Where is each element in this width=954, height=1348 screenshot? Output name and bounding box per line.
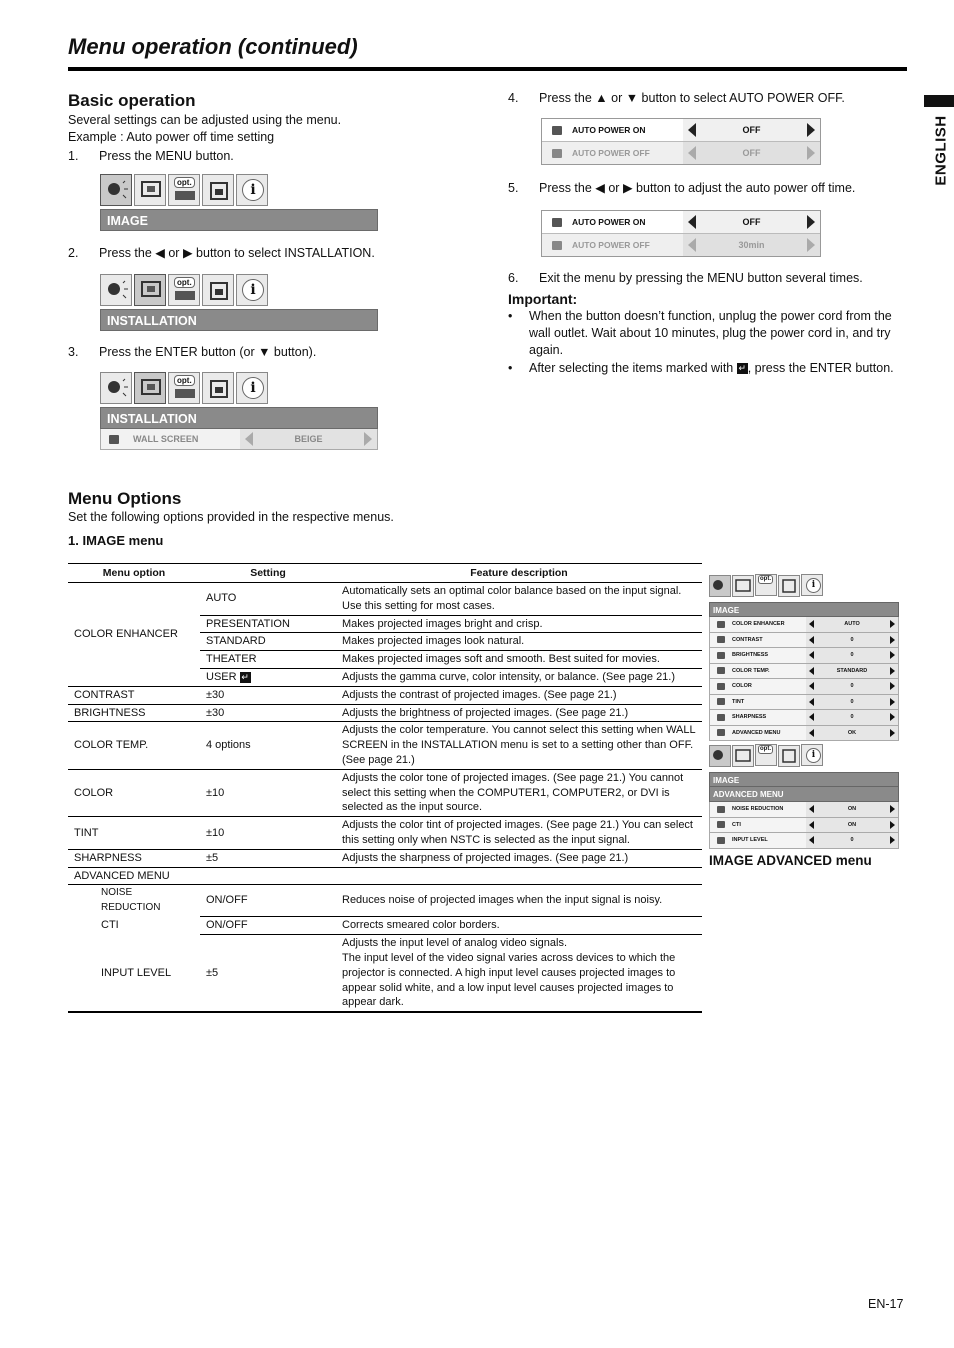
menu-icon-row (709, 744, 899, 771)
left-arrow-icon (809, 713, 814, 721)
basic-intro-1: Several settings can be adjusted using the menu. (68, 113, 342, 127)
menu-row-icon (710, 633, 732, 648)
step-6 (508, 270, 863, 287)
menu-row-value-text: 0 (850, 652, 854, 659)
setting-cell: THEATER (200, 651, 336, 669)
installation-menu-icon (778, 745, 800, 767)
auto-power-on-value (683, 211, 820, 233)
menu-icon-row (709, 574, 899, 601)
auto-power-on-icon (542, 211, 572, 233)
setting-cell: ±5 (200, 849, 336, 867)
description-cell: Makes projected images look natural. (336, 633, 702, 651)
important-item-1 (508, 308, 906, 359)
opt-label: opt. (174, 277, 195, 288)
menu-row (709, 710, 899, 726)
description-line: Adjusts the input level of analog video signals. (342, 937, 568, 950)
advanced-menu-rows (709, 802, 899, 849)
step-number: 6. (508, 271, 519, 285)
step-number: 5. (508, 181, 519, 195)
info-menu-icon (801, 744, 823, 766)
image-menu-icon (100, 174, 132, 206)
wall-screen-row (100, 429, 378, 450)
left-arrow-icon (245, 432, 253, 446)
value-text: OFF (742, 125, 761, 135)
menu-row (709, 617, 899, 633)
left-arrow-icon (688, 215, 696, 229)
menu-row-value (806, 833, 898, 848)
right-arrow-icon (364, 432, 372, 446)
setting-cell: AUTO (200, 583, 336, 616)
right-arrow-icon (890, 698, 895, 706)
auto-power-off-icon (542, 234, 572, 256)
important-text-tail: , press the ENTER button. (747, 361, 894, 375)
menu-bar-image: IMAGE (709, 602, 899, 617)
left-arrow-icon (809, 821, 814, 829)
important-text: After selecting the items marked with (529, 361, 734, 375)
menu-row-value (806, 726, 898, 741)
menu-bar-image: IMAGE (100, 209, 378, 231)
menu-row-value (806, 679, 898, 694)
important-text: When the button doesn’t function, unplug the power cord from the wall outlet. Wait about 10 minutes, plug the power cord in, and try again. (529, 309, 892, 357)
menu-screen-installation (100, 274, 378, 331)
menu-option-cell: COLOR (68, 769, 200, 816)
left-arrow-icon (809, 805, 814, 813)
auto-power-off-value (683, 142, 820, 164)
option-menu-icon (168, 174, 200, 206)
menu-row-value-text: AUTO (844, 621, 860, 628)
image-menu-icon (100, 372, 132, 404)
menu-row-label: INPUT LEVEL (732, 837, 768, 844)
auto-power-on-icon (542, 119, 572, 141)
image-advanced-caption: IMAGE ADVANCED menu (709, 852, 872, 868)
column-header: Feature description (336, 564, 702, 583)
auto-power-off-label: AUTO POWER OFF (572, 147, 650, 158)
setting-cell: ±30 (200, 686, 336, 704)
menu-row-label: CTI (732, 821, 741, 828)
step-number: 2. (68, 246, 79, 260)
menu-row (709, 664, 899, 680)
description-cell: Adjusts the sharpness of projected images. (See page 21.) (336, 849, 702, 867)
step-1 (68, 148, 468, 165)
menu-row-label: BRIGHTNESS (732, 652, 769, 659)
step-2 (68, 245, 375, 262)
menu-row (709, 633, 899, 649)
step-number: 3. (68, 345, 79, 359)
title-rule (68, 67, 907, 71)
menu-row (709, 679, 899, 695)
description-cell: Reduces noise of projected images when the input signal is noisy. (336, 885, 702, 917)
right-arrow-icon (890, 805, 895, 813)
image-menu-rows (709, 617, 899, 741)
menu-row-icon (710, 648, 732, 663)
menu-row-icon (710, 710, 732, 725)
left-arrow-icon (809, 698, 814, 706)
right-arrow-icon (890, 667, 895, 675)
menu-row-value (806, 710, 898, 725)
menu-option-cell: SHARPNESS (68, 849, 200, 867)
sub-option-cell: NOISE REDUCTION (101, 887, 161, 914)
menu-row-label: TINT (732, 698, 745, 705)
left-arrow-icon (688, 123, 696, 137)
wall-screen-value-text: BEIGE (294, 434, 323, 444)
step-number: 1. (68, 149, 79, 163)
step-text: Exit the menu by pressing the MENU button several times. (539, 271, 863, 285)
description-line: The input level of the video signal varies across devices to which the projector is connected. A high input level causes projected images to appear solid white, and a low input level causes projected images to appear dark. (342, 952, 676, 1009)
table-row (68, 885, 702, 917)
step-text: Press the ▲ or ▼ button to select AUTO POWER OFF. (539, 91, 845, 105)
step-3 (68, 344, 316, 361)
setting-cell: ON/OFF (200, 917, 336, 935)
right-arrow-icon (890, 713, 895, 721)
value-text: OFF (742, 148, 761, 158)
image-menu-screen (709, 574, 899, 741)
opt-label: opt. (760, 746, 771, 752)
menu-row-value-text: ON (847, 806, 857, 813)
signal-menu-icon (134, 174, 166, 206)
opt-label: opt. (174, 375, 195, 386)
description-cell: Adjusts the color tone of projected images. (See page 21.) You cannot select this setting when the COMPUTER1, COMPUTER2, or DVI is selected as the input source. (336, 769, 702, 816)
right-arrow-icon (890, 682, 895, 690)
info-glyph: i (242, 377, 264, 399)
image-menu-icon (709, 575, 731, 597)
auto-power-menu-2 (541, 210, 821, 257)
menu-row-value (806, 617, 898, 632)
description-cell: Adjusts the color temperature. You cannot select this setting when WALL SCREEN in the INSTALLATION menu is set to a setting other than OFF. (See page 21.) (336, 722, 702, 769)
menu-option-cell: CONTRAST (68, 686, 200, 704)
table-row (68, 917, 702, 935)
description-cell: Adjusts the color tint of projected images. (See page 21.) You can select this setting only when NSTC is selected as the input signal. (336, 817, 702, 850)
value-text: 30min (738, 240, 765, 250)
table-row (68, 769, 702, 816)
step-text: Press the ENTER button (or ▼ button). (99, 345, 317, 359)
language-tab-bar (924, 95, 954, 107)
wall-screen-label (101, 429, 240, 449)
right-arrow-icon (890, 821, 895, 829)
auto-power-off-icon (542, 142, 572, 164)
menu-row-label: CONTRAST (732, 636, 763, 643)
auto-power-on-label: AUTO POWER ON (572, 216, 646, 227)
table-row (68, 704, 702, 722)
menu-row-icon (710, 833, 732, 848)
info-menu-icon (801, 574, 823, 596)
right-arrow-icon (807, 146, 815, 160)
table-row (68, 583, 702, 616)
image-menu-table (68, 563, 702, 1013)
menu-options-heading: Menu Options (68, 489, 182, 508)
menu-row (709, 648, 899, 664)
right-arrow-icon (890, 729, 895, 737)
page-number: EN-17 (868, 1297, 904, 1311)
important-item-2 (508, 360, 906, 377)
signal-menu-icon (134, 372, 166, 404)
auto-power-off-row (542, 142, 820, 164)
table-row (68, 935, 702, 1012)
auto-power-off-value (683, 234, 820, 256)
info-glyph: i (242, 179, 264, 201)
setting-cell: ON/OFF (200, 885, 336, 917)
menu-row-icon (710, 726, 732, 741)
option-menu-icon (755, 574, 777, 596)
menu-icon-row (100, 274, 378, 306)
bullet: • (508, 361, 513, 375)
info-glyph: i (242, 279, 264, 301)
setting-cell: ±30 (200, 704, 336, 722)
left-arrow-icon (809, 636, 814, 644)
menu-row-icon (710, 679, 732, 694)
menu-row-label: COLOR ENHANCER (732, 621, 785, 628)
language-label: ENGLISH (932, 115, 950, 186)
auto-power-menu-1 (541, 118, 821, 165)
menu-row-icon (710, 617, 732, 632)
menu-row-value-text: ON (847, 821, 857, 828)
option-menu-icon (168, 274, 200, 306)
menu-option-cell: TINT (68, 817, 200, 850)
installation-menu-icon (778, 575, 800, 597)
setting-cell: STANDARD (200, 633, 336, 651)
installation-menu-icon (202, 274, 234, 306)
menu-bar-advanced: ADVANCED MENU (709, 787, 899, 802)
basic-intro-2: Example : Auto power off time setting (68, 130, 275, 144)
step-text: Press the ◀ or ▶ button to select INSTALLATION. (99, 246, 375, 260)
menu-row-value-text: OK (847, 729, 857, 736)
table-row (68, 817, 702, 850)
menu-row-value (806, 695, 898, 710)
important-heading: Important: (508, 291, 578, 307)
menu-row (709, 726, 899, 742)
menu-options-section (68, 489, 668, 548)
menu-row-value (806, 648, 898, 663)
basic-operation-heading: Basic operation (68, 91, 196, 110)
info-menu-icon (236, 274, 268, 306)
left-arrow-icon (688, 238, 696, 252)
menu-row-value-text: 0 (850, 636, 854, 643)
installation-menu-icon (202, 174, 234, 206)
table-header (68, 564, 702, 583)
menu-option-cell: BRIGHTNESS (68, 704, 200, 722)
left-arrow-icon (809, 836, 814, 844)
setting-cell: ±10 (200, 769, 336, 816)
menu-row-value-text: 0 (850, 683, 854, 690)
menu-row-value-text: 0 (850, 714, 854, 721)
wall-screen-text: WALL SCREEN (133, 434, 199, 444)
menu-row (709, 833, 899, 849)
left-arrow-icon (809, 729, 814, 737)
signal-menu-icon (732, 575, 754, 597)
auto-power-on-value (683, 119, 820, 141)
right-arrow-icon (807, 238, 815, 252)
installation-menu-icon (202, 372, 234, 404)
menu-row-icon (710, 664, 732, 679)
setting-cell: ±5 (200, 935, 336, 1012)
right-arrow-icon (890, 836, 895, 844)
step-number: 4. (508, 91, 519, 105)
left-arrow-icon (688, 146, 696, 160)
option-menu-icon (168, 372, 200, 404)
menu-icon-row (100, 372, 378, 404)
left-arrow-icon (809, 620, 814, 628)
right-arrow-icon (890, 636, 895, 644)
menu-bar-installation: INSTALLATION (100, 407, 378, 429)
important-section (508, 291, 906, 377)
right-arrow-icon (890, 651, 895, 659)
menu-row (709, 695, 899, 711)
image-menu-icon (100, 274, 132, 306)
menu-screen-image (100, 174, 378, 231)
signal-menu-icon (134, 274, 166, 306)
setting-cell: 4 options (200, 722, 336, 769)
enter-icon: ↵ (241, 671, 249, 682)
info-menu-icon (236, 174, 268, 206)
step-4 (508, 90, 845, 107)
menu-screen-installation-open (100, 372, 378, 450)
description-cell: Makes projected images bright and crisp. (336, 615, 702, 633)
language-tab (914, 115, 950, 186)
description-cell: Automatically sets an optimal color balance based on the input signal. Use this setting for most cases. (336, 583, 702, 616)
left-arrow-icon (809, 651, 814, 659)
menu-row-value (806, 664, 898, 679)
auto-power-on-label: AUTO POWER ON (572, 124, 646, 135)
value-text: OFF (742, 217, 761, 227)
menu-row-icon (710, 818, 732, 833)
enter-icon: ↵ (738, 363, 746, 374)
menu-row (709, 802, 899, 818)
menu-row-value-text: 0 (850, 837, 854, 844)
setting-text: USER (206, 670, 237, 683)
setting-cell (200, 668, 336, 686)
table-row (68, 867, 702, 885)
menu-option-cell: ADVANCED MENU (68, 867, 702, 885)
right-arrow-icon (807, 215, 815, 229)
step-text: Press the MENU button. (99, 149, 234, 163)
menu-bar-installation: INSTALLATION (100, 309, 378, 331)
menu-row-value (806, 818, 898, 833)
wall-screen-value (240, 429, 377, 449)
info-glyph: i (806, 578, 821, 593)
menu-row-value (806, 633, 898, 648)
menu-row-label: SHARPNESS (732, 714, 767, 721)
description-cell: Adjusts the contrast of projected images. (See page 21.) (336, 686, 702, 704)
column-header: Menu option (68, 564, 200, 583)
image-menu-subheading: 1. IMAGE menu (68, 533, 164, 548)
table-row (68, 686, 702, 704)
sub-option-cell: INPUT LEVEL (68, 935, 200, 1012)
auto-power-on-row (542, 119, 820, 142)
auto-power-on-row (542, 211, 820, 234)
menu-row-value-text: 0 (850, 698, 854, 705)
bullet: • (508, 309, 513, 323)
page-title: Menu operation (continued) (68, 34, 358, 59)
right-arrow-icon (807, 123, 815, 137)
signal-menu-icon (732, 745, 754, 767)
opt-label: opt. (174, 177, 195, 188)
info-menu-icon (236, 372, 268, 404)
right-arrow-icon (890, 620, 895, 628)
menu-options-intro: Set the following options provided in the respective menus. (68, 510, 394, 524)
menu-icon-row (100, 174, 378, 206)
menu-row-value-text: STANDARD (836, 667, 868, 674)
image-advanced-menu-screen (709, 744, 899, 868)
menu-row-label: COLOR TEMP. (732, 667, 770, 674)
step-text: Press the ◀ or ▶ button to adjust the auto power off time. (539, 181, 856, 195)
basic-operation-section (68, 91, 468, 165)
menu-row-icon (710, 695, 732, 710)
setting-cell: PRESENTATION (200, 615, 336, 633)
menu-option-cell: COLOR TEMP. (68, 722, 200, 769)
table-row (68, 849, 702, 867)
menu-bar-image: IMAGE (709, 772, 899, 787)
description-cell: Adjusts the brightness of projected images. (See page 21.) (336, 704, 702, 722)
setting-cell: ±10 (200, 817, 336, 850)
description-cell: Corrects smeared color borders. (336, 917, 702, 935)
sub-option-cell: CTI (101, 919, 119, 932)
menu-row-value (806, 802, 898, 817)
auto-power-off-label: AUTO POWER OFF (572, 239, 650, 250)
table-row (68, 722, 702, 769)
menu-row (709, 818, 899, 834)
image-menu-icon (709, 745, 731, 767)
description-cell: Makes projected images soft and smooth. Best suited for movies. (336, 651, 702, 669)
column-header: Setting (200, 564, 336, 583)
info-glyph: i (806, 748, 821, 763)
description-cell: Adjusts the gamma curve, color intensity, or balance. (See page 21.) (336, 668, 702, 686)
opt-label: opt. (760, 576, 771, 582)
menu-row-label: COLOR (732, 683, 752, 690)
menu-row-label: NOISE REDUCTION (732, 806, 784, 813)
step-5 (508, 180, 855, 197)
option-menu-icon (755, 744, 777, 766)
menu-option-cell: COLOR ENHANCER (68, 583, 200, 687)
auto-power-off-row (542, 234, 820, 256)
description-cell (336, 935, 702, 1012)
wall-screen-icon (109, 435, 119, 444)
left-arrow-icon (809, 682, 814, 690)
menu-row-icon (710, 802, 732, 817)
left-arrow-icon (809, 667, 814, 675)
menu-row-label: ADVANCED MENU (732, 729, 781, 736)
